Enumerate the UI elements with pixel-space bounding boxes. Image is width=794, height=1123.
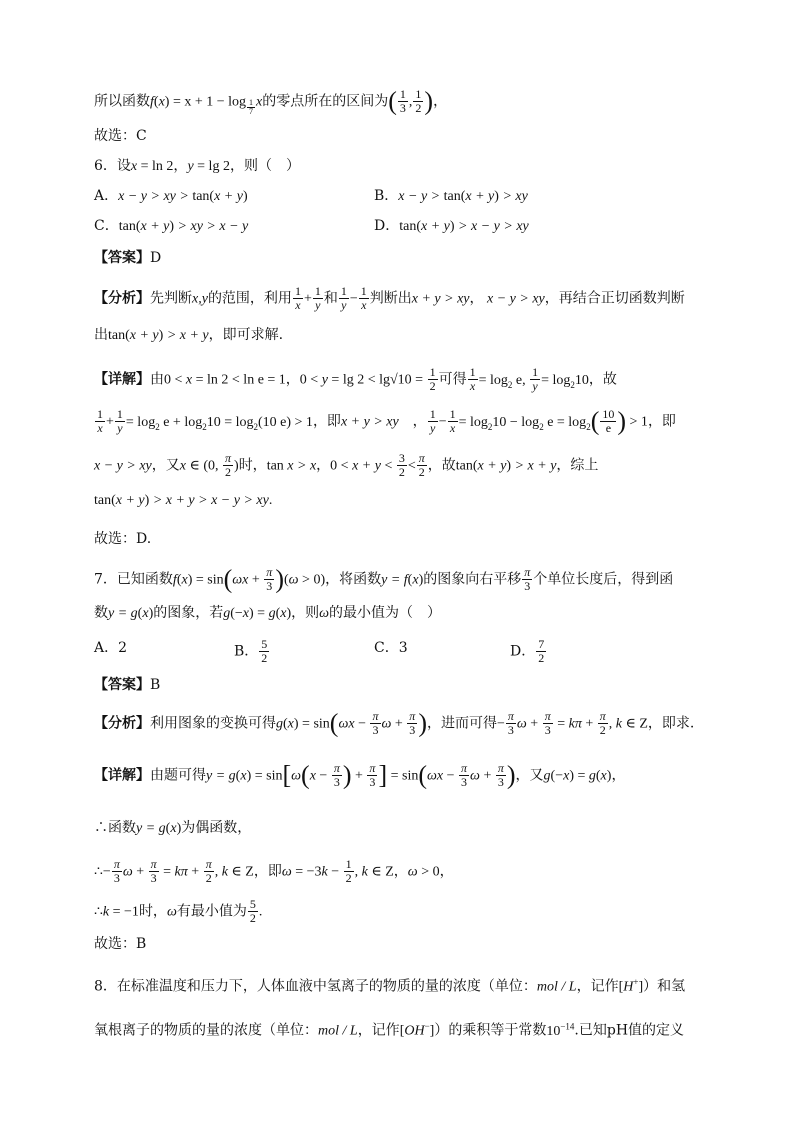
option-6-b: B．x − y > tan(x + y) > xy [374,188,528,204]
option-6-c: C．tan(x + y) > xy > x − y [94,218,249,234]
detail-6-line-4: tan(x + y) > x + y > x − y > xy. [94,493,273,508]
math-fx: f [150,94,154,110]
text-line-1: 所以函数f(x) = x + 1 − log $_{\frac{1}{7}}$ x的零点所在的区间为( $\frac{1}{3}$ , $\frac{1}{2}$ )， [94,86,448,116]
option-7-d: D． $\frac{7}{2}$ [510,637,545,665]
analysis-6-line-1: 【分析】先判断x,y的范围，利用 $\frac{1}{x}$ + $\frac{1}{y}$ 和 $\frac{1}{y}$ − $\frac{1}{x}$ 判断出x + y > xy， x − y > xy，再结合正切函数判断 [94,284,685,312]
analysis-6-line-2: 出tan(x + y) > x + y，即可求解. [94,327,284,343]
option-6-a: A．x − y > xy > tan(x + y) [94,188,248,204]
option-7-c: C．3 [374,640,408,656]
option-7-b: B． $\frac{5}{2}$ [234,637,268,665]
option-6-d: D．tan(x + y) > x − y > xy [374,218,529,234]
final-answer-7: 故选：B [94,936,147,952]
question-6: 6．设x = ln 2，y = lg 2，则（ ） [94,158,300,174]
answer-7: 【答案】B [94,677,161,693]
question-7-line-1: 7．已知函数f(x) = sin(ωx + $\frac{\pi}{3}$ )(ω > 0)，将函数y = f(x)的图象向右平移 $\frac{\pi}{3}$ 个单位长度后，得到函 [94,564,674,594]
detail-7-line-4: ∴k = −1时，ω有最小值为 $\frac{5}{2}$ . [94,897,263,925]
detail-7-line-1: 【详解】由题可得y = g(x) = sin[ω(x − $\frac{\pi}{3}$ ) + $\frac{\pi}{3}$ ] = sin(ωx − $\frac{\pi}{3}$ ω + $\frac{\pi}{3}$ )，又g(−x) = g(x)， [94,760,626,790]
question-7-line-2: 数y = g(x)的图象，若g(−x) = g(x)，则ω的最小值为（ ） [94,605,442,621]
analysis-7: 【分析】利用图象的变换可得g(x) = sin(ωx − $\frac{\pi}{3}$ ω + $\frac{\pi}{3}$ )，进而可得− $\frac{\pi}{3}$ ω + $\frac{\pi}{3}$ = kπ + $\frac{\pi}{2}$ , k ∈ Z，即求. [94,708,695,738]
detail-7-line-3: ∴− $\frac{\pi}{3}$ ω + $\frac{\pi}{3}$ = kπ + $\frac{\pi}{2}$ , k ∈ Z，即ω = −3k − $\frac{1}{2}$ , k ∈ Z，ω > 0， [94,857,454,885]
detail-6-line-3: x − y > xy，又x ∈ (0, $\frac{\pi}{2}$ )时，tan x > x，0 < x + y < $\frac{3}{2}$ < $\frac{\pi}{2}$ ，故tan(x + y) > x + y，综上 [94,451,599,479]
question-8-line-1: 8．在标准温度和压力下，人体血液中氢离子的物质的量的浓度（单位：mol / L，记作[H+]）和氢 [94,977,686,995]
answer-6: 【答案】D [94,250,162,266]
detail-7-line-2: ∴函数y = g(x)为偶函数， [94,820,252,836]
option-7-a: A．2 [94,640,128,656]
text-line-2: 故选：C [94,128,147,144]
detail-6-line-1: 【详解】由0 < x = ln 2 < ln e = 1，0 < y = lg 2 < lg√10 = $\frac{1}{2}$ 可得 $\frac{1}{x}$ = $\log_2 e$, $\frac{1}{y}$ = $\log_210$，故 [94,365,617,393]
final-answer-6: 故选：D. [94,531,152,547]
question-8-line-2: 氧根离子的物质的量的浓度（单位：mol / L，记作[OH−]）的乘积等于常数$10^{-14}$.已知pH值的定义 [94,1021,685,1039]
detail-6-line-2: $\frac{1}{x}$ + $\frac{1}{y}$ = $\log_2 e + \log_210 = \log_2(10$ e) > 1，即x + y > xy ， $\frac{1}{y}$ − $\frac{1}{x}$ = $\log_210 - \log_2 e = \log_2$( $\frac{10}{e}$ ) > 1，即 [97,406,676,436]
